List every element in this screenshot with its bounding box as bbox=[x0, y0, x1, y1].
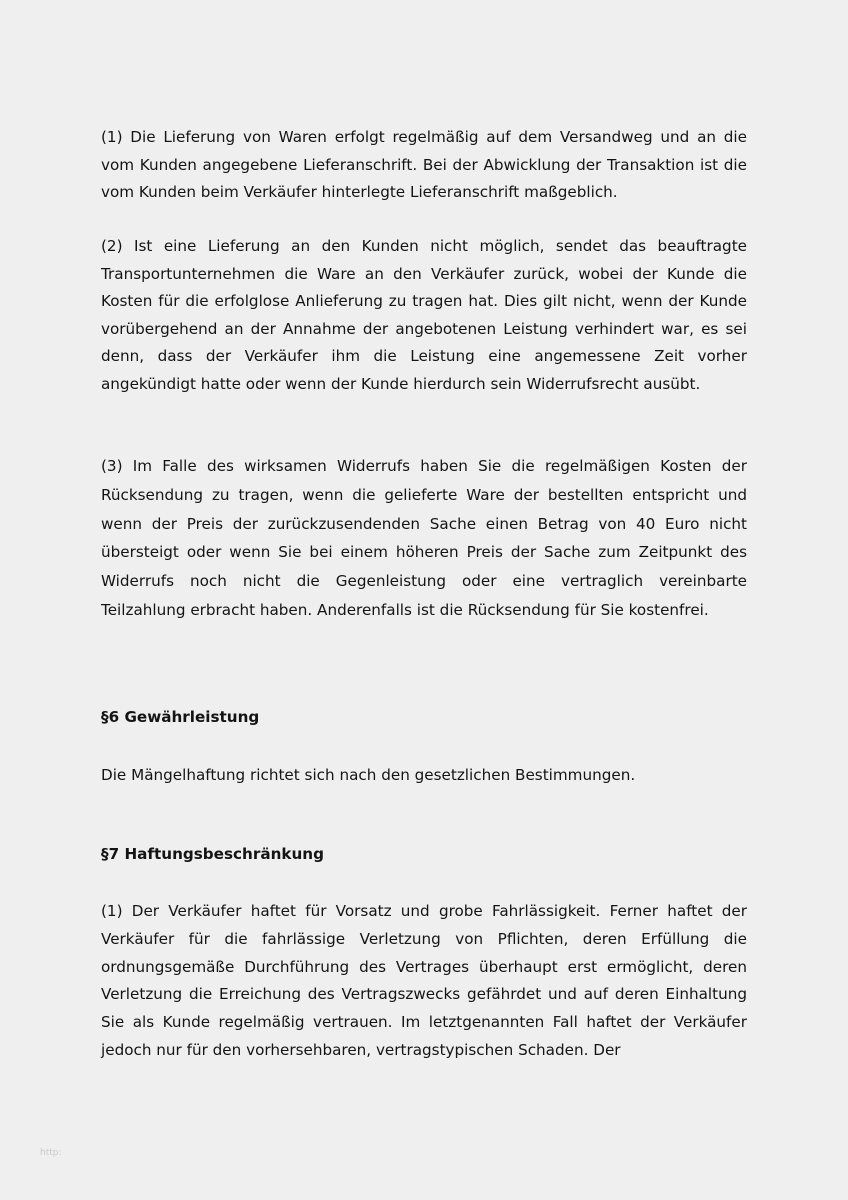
paragraph-delivery-1: (1) Die Lieferung von Waren erfolgt regelmäßig auf dem Versandweg und an die vom Kunden angegebene Lieferanschrift. Bei der Abwicklung der Transaktion ist die vom Kunden beim Verkäufer hinterlegte Lieferanschrift maßgeblich. bbox=[101, 128, 747, 201]
section-heading-liability: §7 Haftungsbeschränkung bbox=[101, 845, 324, 863]
section-heading-warranty: §6 Gewährleistung bbox=[101, 708, 260, 726]
paragraph-liability-1: (1) Der Verkäufer haftet für Vorsatz und grobe Fahrlässigkeit. Ferner haftet der Verkäufer für die fahrlässige Verletzung von Pflichten, deren Erfüllung die ordnungsgemäße Durchführung des Vertrages überhaupt erst ermöglicht, deren Verletzung die Erreichung des Vertragszwecks gefährdet und auf deren Einhaltung Sie als Kunde regelmäßig vertrauen. Im letztgenannten Fall haftet der Verkäufer jedoch nur für den vorhersehbaren, vertragstypischen Schaden. Der bbox=[101, 902, 747, 1059]
paragraph-delivery-2: (2) Ist eine Lieferung an den Kunden nicht möglich, sendet das beauftragte Transportunternehmen die Ware an den Verkäufer zurück, wobei der Kunde die Kosten für die erfolglose Anlieferung zu tragen hat. Dies gilt nicht, wenn der Kunde vorübergehend an der Annahme der angebotenen Leistung verhindert war, es sei denn, dass der Verkäufer ihm die Leistung eine angemessene Zeit vorher angekündigt hatte oder wenn der Kunde hierdurch sein Widerrufsrecht ausübt. bbox=[101, 237, 747, 393]
paragraph-warranty: Die Mängelhaftung richtet sich nach den gesetzlichen Bestimmungen. bbox=[101, 766, 636, 784]
watermark-text: http: bbox=[40, 1148, 62, 1158]
paragraph-delivery-3: (3) Im Falle des wirksamen Widerrufs haben Sie die regelmäßigen Kosten der Rücksendung zu tragen, wenn die gelieferte Ware der bestellten entspricht und wenn der Preis der zurückzusendenden Sache einen Betrag von 40 Euro nicht übersteigt oder wenn Sie bei einem höheren Preis der Sache zum Zeitpunkt des Widerrufs noch nicht die Gegenleistung oder eine vertraglich vereinbarte Teilzahlung erbracht haben. Anderenfalls ist die Rücksendung für Sie kostenfrei. bbox=[101, 457, 747, 619]
